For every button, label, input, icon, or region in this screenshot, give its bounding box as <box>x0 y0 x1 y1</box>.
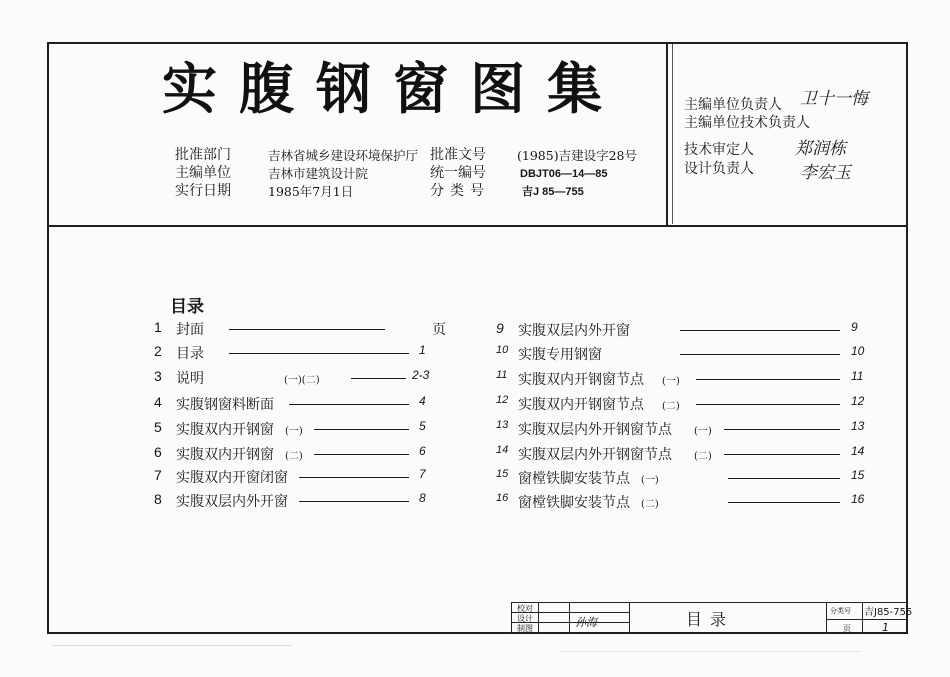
atlas-title: 实腹钢窗图集 <box>162 56 625 121</box>
toc-item: 8 实腹双层内外开窗 8 <box>154 491 426 510</box>
reviewer-label: 技术审定人 <box>684 142 754 158</box>
approval-dept-value: 吉林省城乡建设环境保护厅 <box>268 148 419 163</box>
tb-col-line <box>826 602 827 634</box>
tb-check-label: 校对 <box>517 604 533 613</box>
effective-date-label: 实行日期 <box>175 183 231 199</box>
effective-date-value: 1985年7月1日 <box>268 184 354 199</box>
toc-item: 16 窗樘铁脚安装节点 (二) 16 <box>496 492 865 511</box>
toc-item: 14 实腹双层内外开钢窗节点 (二) 14 <box>496 444 865 463</box>
unit-head-signature: 卫十一悔 <box>800 89 868 109</box>
tb-col-line <box>569 602 570 634</box>
header-divider <box>47 225 908 227</box>
toc-item: 7 实腹双内开窗闭窗 7 <box>154 467 426 486</box>
tb-design-signature: 孙海 <box>575 616 597 629</box>
editor-code-value: DBJT06—14—85 <box>520 168 608 180</box>
approval-doc-value: (1985)吉建设字28号 <box>517 148 637 163</box>
editor-unit-value: 吉林市建筑设计院 <box>268 166 369 181</box>
tb-page-label: 页 <box>843 624 851 633</box>
tb-design-label: 设计 <box>517 614 533 623</box>
tb-drawing-name: 目录 <box>686 610 735 629</box>
toc-item: 1 封面 页 <box>154 319 446 338</box>
scan-noise <box>560 651 860 652</box>
header-vertical-divider <box>666 42 668 226</box>
class-label: 分类号 <box>430 183 490 199</box>
editor-unit-label: 主编单位 <box>175 165 231 181</box>
toc-item: 11 实腹双内开钢窗节点 (一) 11 <box>496 369 864 388</box>
toc-item: 5 实腹双内开钢窗 (一) 5 <box>154 419 426 438</box>
tb-draw-label: 制图 <box>517 624 533 633</box>
toc-item: 2 目录 1 <box>154 343 426 362</box>
reviewer-signature: 郑润栋 <box>795 139 846 159</box>
unit-head-label: 主编单位负责人 <box>684 97 782 113</box>
toc-item: 4 实腹钢窗料断面 4 <box>154 394 426 413</box>
tb-col-line <box>862 602 863 634</box>
scan-noise <box>52 645 292 646</box>
toc-item: 15 窗樘铁脚安装节点 (一) 15 <box>496 468 865 487</box>
toc-item: 10 实腹专用钢窗 10 <box>496 344 865 363</box>
tb-page-value: 1 <box>882 621 889 634</box>
tb-row-line <box>826 619 908 620</box>
tb-col-line <box>538 602 539 634</box>
class-value: 吉J 85—755 <box>522 186 584 198</box>
tb-col-line <box>629 602 630 634</box>
tech-head-label: 主编单位技术负责人 <box>684 115 810 131</box>
header-vertical-divider-inner <box>672 44 673 224</box>
designer-signature: 李宏玉 <box>800 163 851 183</box>
toc-item: 13 实腹双层内外开钢窗节点 (一) 13 <box>496 419 865 438</box>
tb-class-label: 分类号 <box>830 607 851 615</box>
toc-item: 12 实腹双内开钢窗节点 (二) 12 <box>496 394 865 413</box>
tb-class-value: 吉J85-755 <box>864 607 913 618</box>
toc-heading: 目录 <box>170 297 204 317</box>
toc-item: 6 实腹双内开钢窗 (二) 6 <box>154 444 426 463</box>
editor-code-label: 统一编号 <box>430 165 486 181</box>
toc-item: 9 实腹双层内外开窗 9 <box>496 320 858 339</box>
approval-dept-label: 批准部门 <box>175 147 231 163</box>
approval-doc-label: 批准文号 <box>430 147 486 163</box>
designer-label: 设计负责人 <box>684 161 754 177</box>
toc-item: 3 说明 (一)(二) 2-3 <box>154 368 430 387</box>
